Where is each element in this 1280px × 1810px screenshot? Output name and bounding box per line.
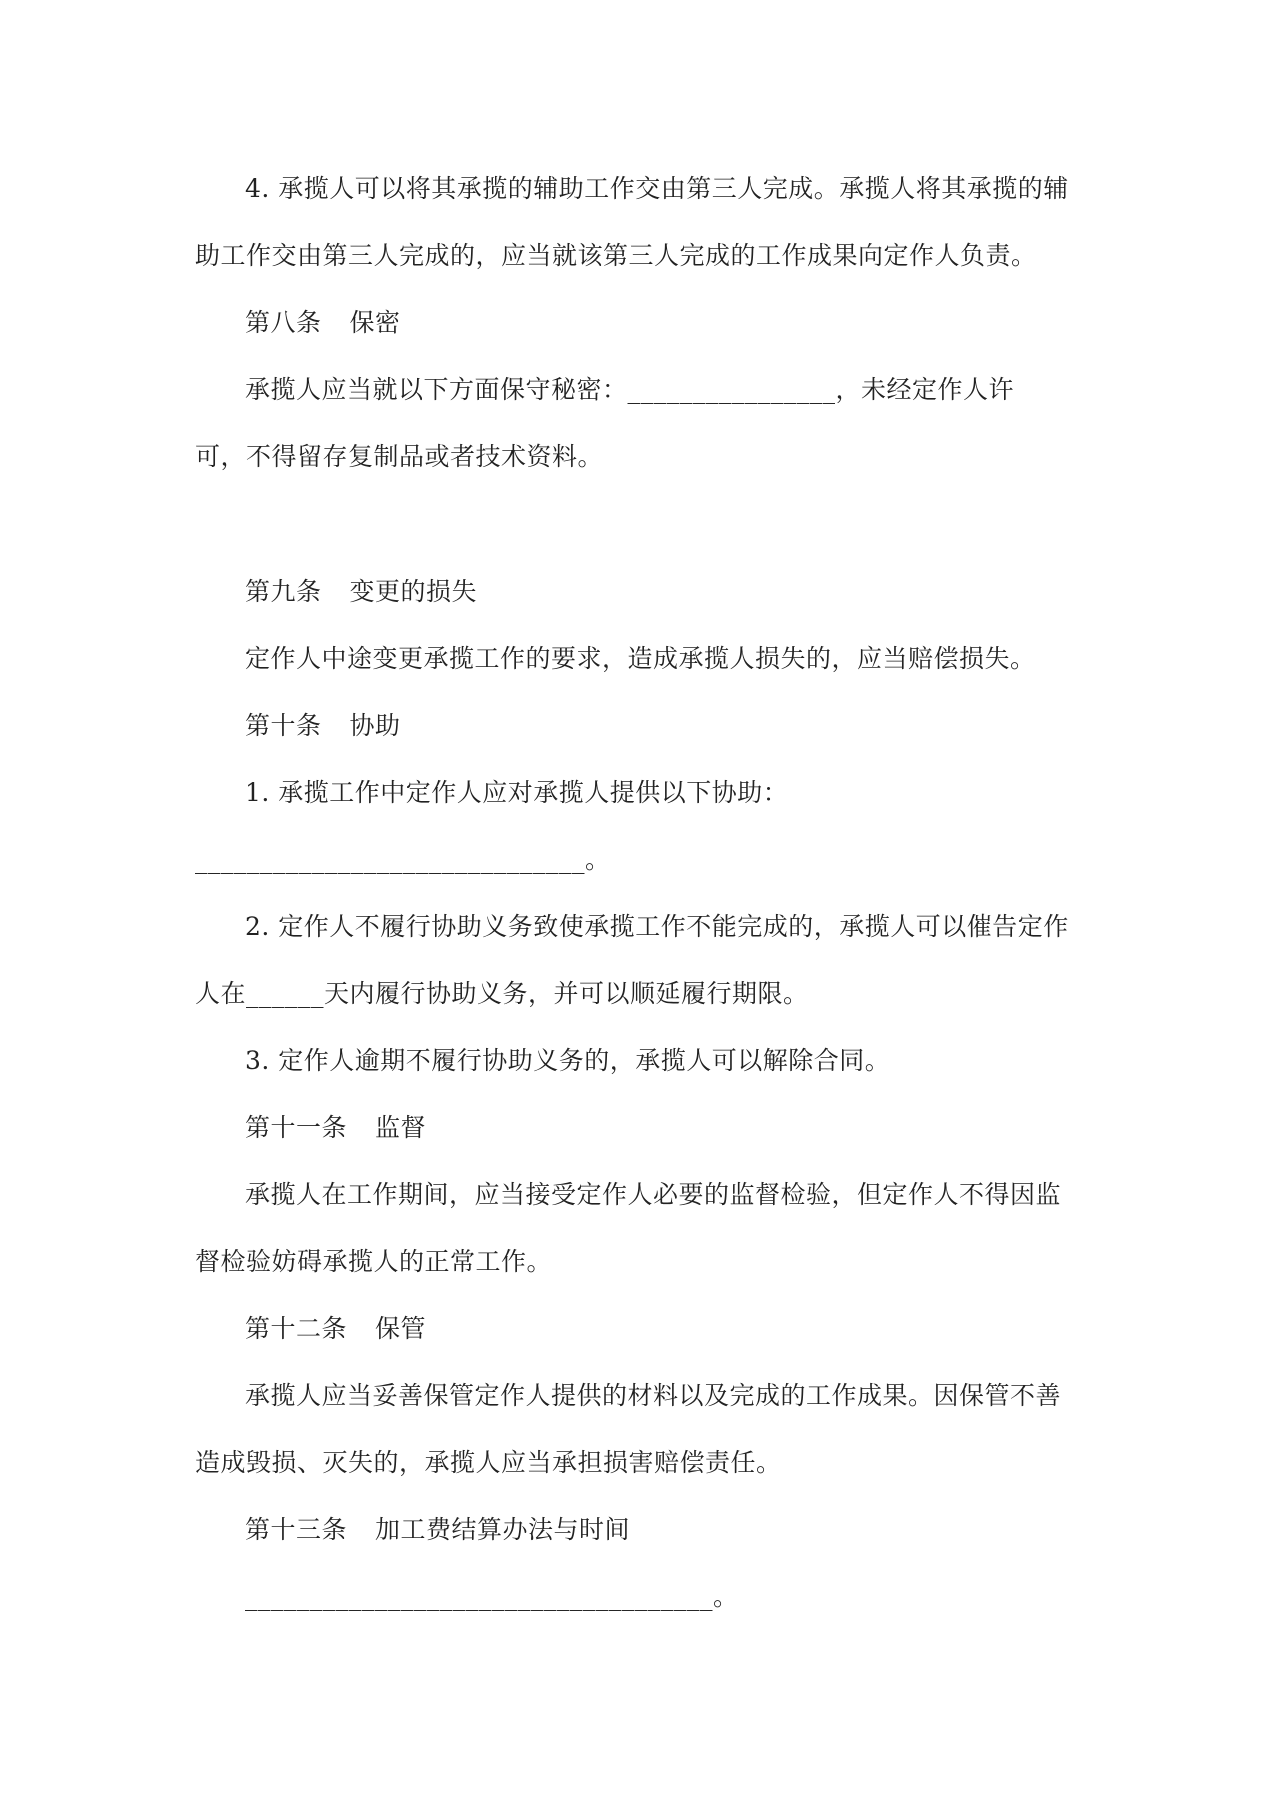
clause10-heading [245, 709, 401, 743]
clause10-item2-line2: 人在______天内履行协助义务，并可以顺延履行期限。 [195, 979, 809, 1008]
clause10-number: 第十条 [245, 711, 322, 740]
clause8-number: 第八条 [245, 308, 322, 337]
clause11-number: 第十一条 [245, 1113, 348, 1142]
clause11-body-line1: 承揽人在工作期间，应当接受定作人必要的监督检验，但定作人不得因监 [245, 1180, 1062, 1209]
clause10-item1-line1: 1. 承揽工作中定作人应对承揽人提供以下协助： [245, 778, 789, 807]
clause9-heading [245, 575, 477, 609]
clause12-body-line2: 造成毁损、灭失的，承揽人应当承担损害赔偿责任。 [195, 1448, 782, 1477]
clause8-heading [245, 306, 401, 340]
clause11-body-line2: 督检验妨碍承揽人的正常工作。 [195, 1247, 553, 1276]
clause12-body-line1: 承揽人应当妥善保管定作人提供的材料以及完成的工作成果。因保管不善 [245, 1381, 1062, 1410]
clause8-title: 保密 [349, 308, 401, 337]
clause10-item2-line1: 2. 定作人不履行协助义务致使承揽工作不能完成的，承揽人可以催告定作 [245, 912, 1069, 941]
clause9-title: 变更的损失 [349, 577, 478, 606]
clause7-item4-line1: 4. 承揽人可以将其承揽的辅助工作交由第三人完成。承揽人将其承揽的辅 [245, 174, 1069, 203]
clause8-body-line2: 可，不得留存复制品或者技术资料。 [195, 442, 604, 471]
clause13-title: 加工费结算办法与时间 [375, 1515, 631, 1544]
clause13-heading [245, 1513, 630, 1547]
clause12-heading [245, 1312, 426, 1346]
clause8-body-line1: 承揽人应当就以下方面保守秘密：________________，未经定作人许 [245, 375, 1015, 404]
clause11-title: 监督 [375, 1113, 427, 1142]
clause10-item3-line1: 3. 定作人逾期不履行协助义务的，承揽人可以解除合同。 [245, 1046, 891, 1075]
clause7-item4-line2: 助工作交由第三人完成的，应当就该第三人完成的工作成果向定作人负责。 [195, 241, 1037, 270]
clause9-body-line1: 定作人中途变更承揽工作的要求，造成承揽人损失的，应当赔偿损失。 [245, 644, 1036, 673]
clause12-title: 保管 [375, 1314, 427, 1343]
clause11-heading [245, 1111, 426, 1145]
clause13-number: 第十三条 [245, 1515, 348, 1544]
clause12-number: 第十二条 [245, 1314, 348, 1343]
clause10-item1-line2: ______________________________。 [195, 845, 611, 874]
clause9-number: 第九条 [245, 577, 322, 606]
clause10-title: 协助 [349, 711, 401, 740]
clause13-body-line1: ____________________________________。 [245, 1582, 739, 1611]
